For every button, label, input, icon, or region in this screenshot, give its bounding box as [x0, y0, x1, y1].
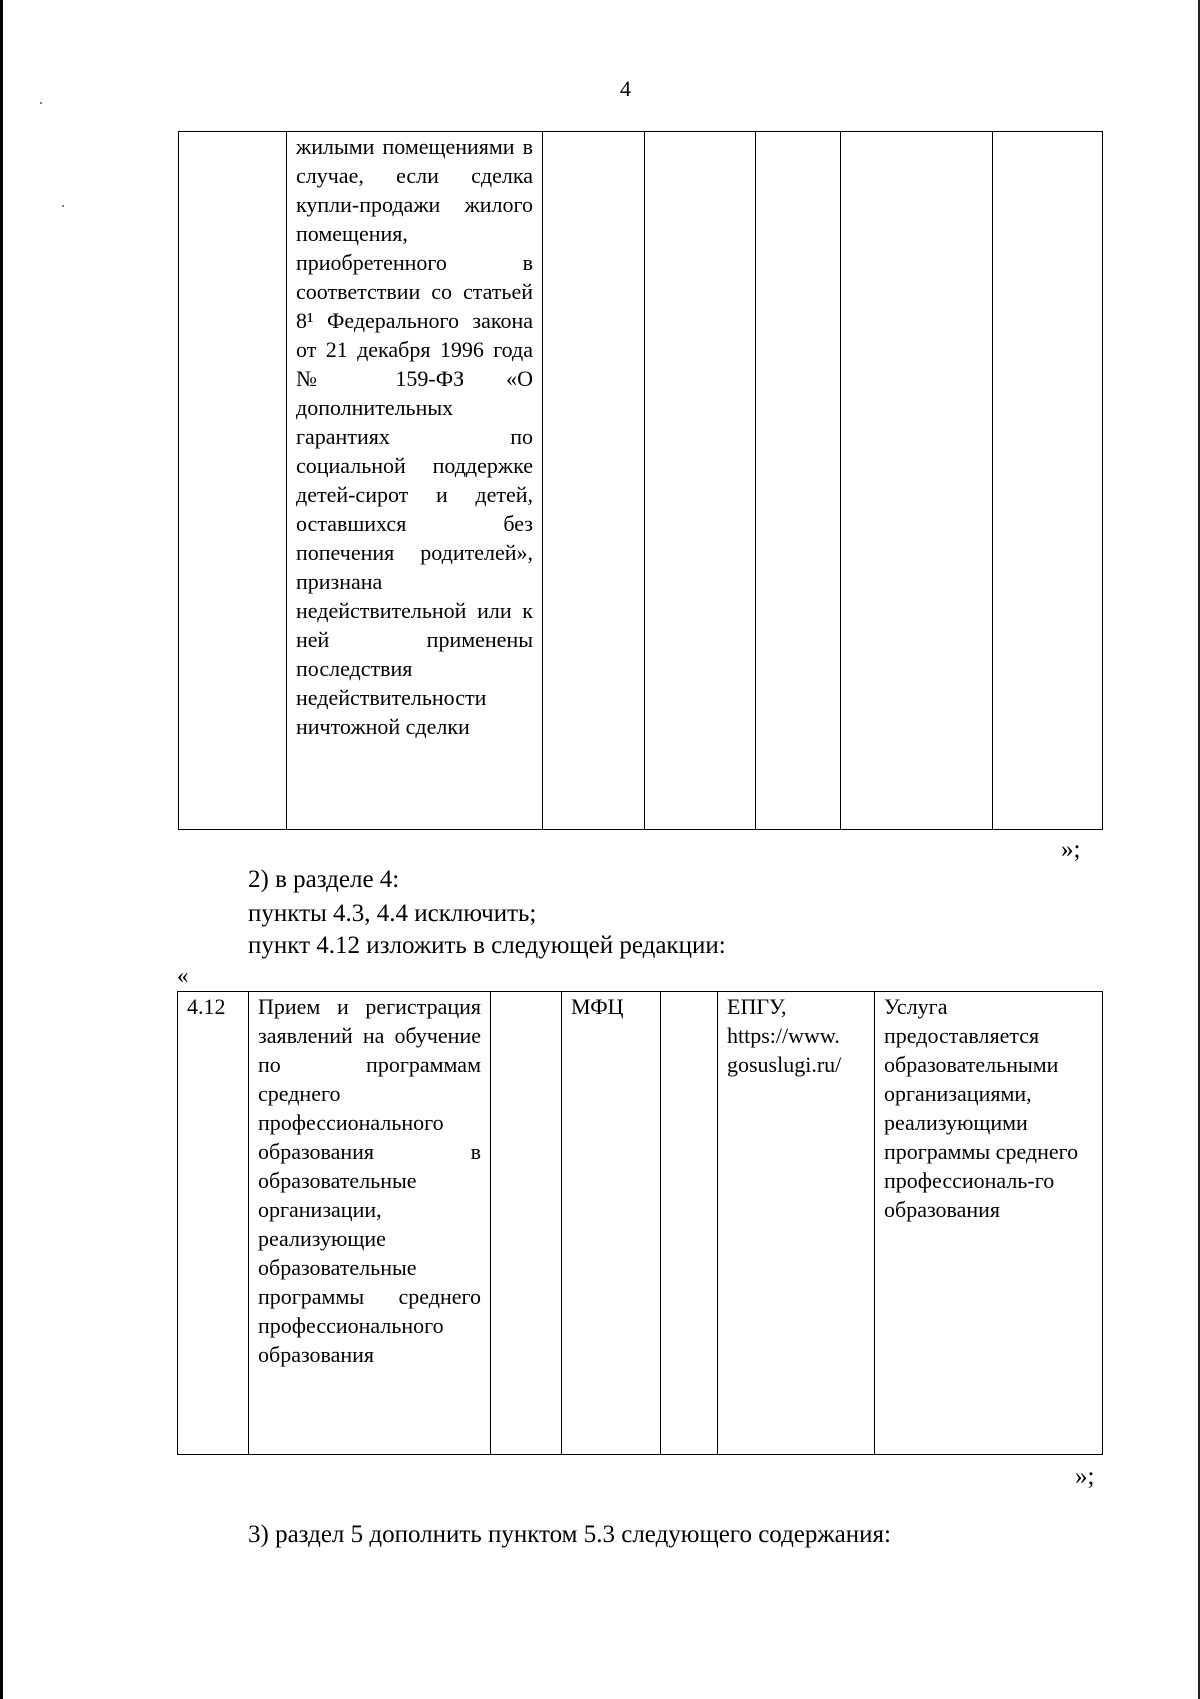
table-cell — [661, 992, 718, 1455]
table-cell — [756, 132, 841, 830]
portal-url-part: https://www. — [727, 1023, 840, 1048]
section-3-heading: 3) раздел 5 дополнить пунктом 5.3 следующего содержания: — [248, 1521, 891, 1548]
section-2-line: пункт 4.12 изложить в следующей редакции: — [248, 932, 726, 959]
table-cell-portal — [718, 992, 875, 1455]
table-cell-number: 4.12 — [178, 992, 249, 1455]
table-cell — [491, 992, 562, 1455]
page-number: 4 — [620, 76, 631, 101]
table-cell-mfc: МФЦ — [562, 992, 661, 1455]
scan-speck — [40, 102, 42, 104]
table-cell-number — [179, 132, 287, 830]
table-row — [179, 132, 1103, 830]
table-cell-description: жилыми помещениями в случае, если сделка купли-продажи жилого помещения, приобретенного в соответствии со статьей 8¹ Федерального закона от 21 декабря 1996 года № 159-ФЗ «О дополнительных гарантиях по социальной поддержке детей-сирот и детей, оставшихся без попечения родителей», признана недействительной или к ней применены последствия недействительности ничтожной сделки — [287, 132, 543, 830]
table-cell — [993, 132, 1103, 830]
table-cell-name: Прием и регистрация заявлений на обучение по программам среднего профессионального образования в образовательные организации, реализующие образовательные программы среднего профессионального образования — [249, 992, 491, 1455]
scan-left-edge — [0, 0, 3, 1699]
table-item-4-12 — [177, 991, 1103, 1455]
portal-url-part: gosuslugi.ru/ — [727, 1052, 842, 1077]
table-cell — [841, 132, 993, 830]
table-cell — [645, 132, 756, 830]
closing-quote: »; — [1061, 836, 1081, 863]
table-cell-note: Услуга предоставляется образовательными организациями, реализующими программы среднего профессиональ-го образования — [875, 992, 1103, 1455]
table-cell — [543, 132, 645, 830]
portal-name: ЕПГУ, — [727, 994, 787, 1019]
scan-speck — [62, 205, 64, 207]
table-row — [178, 992, 1103, 1455]
section-2-heading: 2) в разделе 4: — [248, 866, 400, 893]
section-2-line: пункты 4.3, 4.4 исключить; — [248, 900, 537, 927]
opening-quote: « — [177, 963, 189, 988]
closing-quote: »; — [1075, 1463, 1095, 1490]
table-continuation — [178, 131, 1103, 830]
